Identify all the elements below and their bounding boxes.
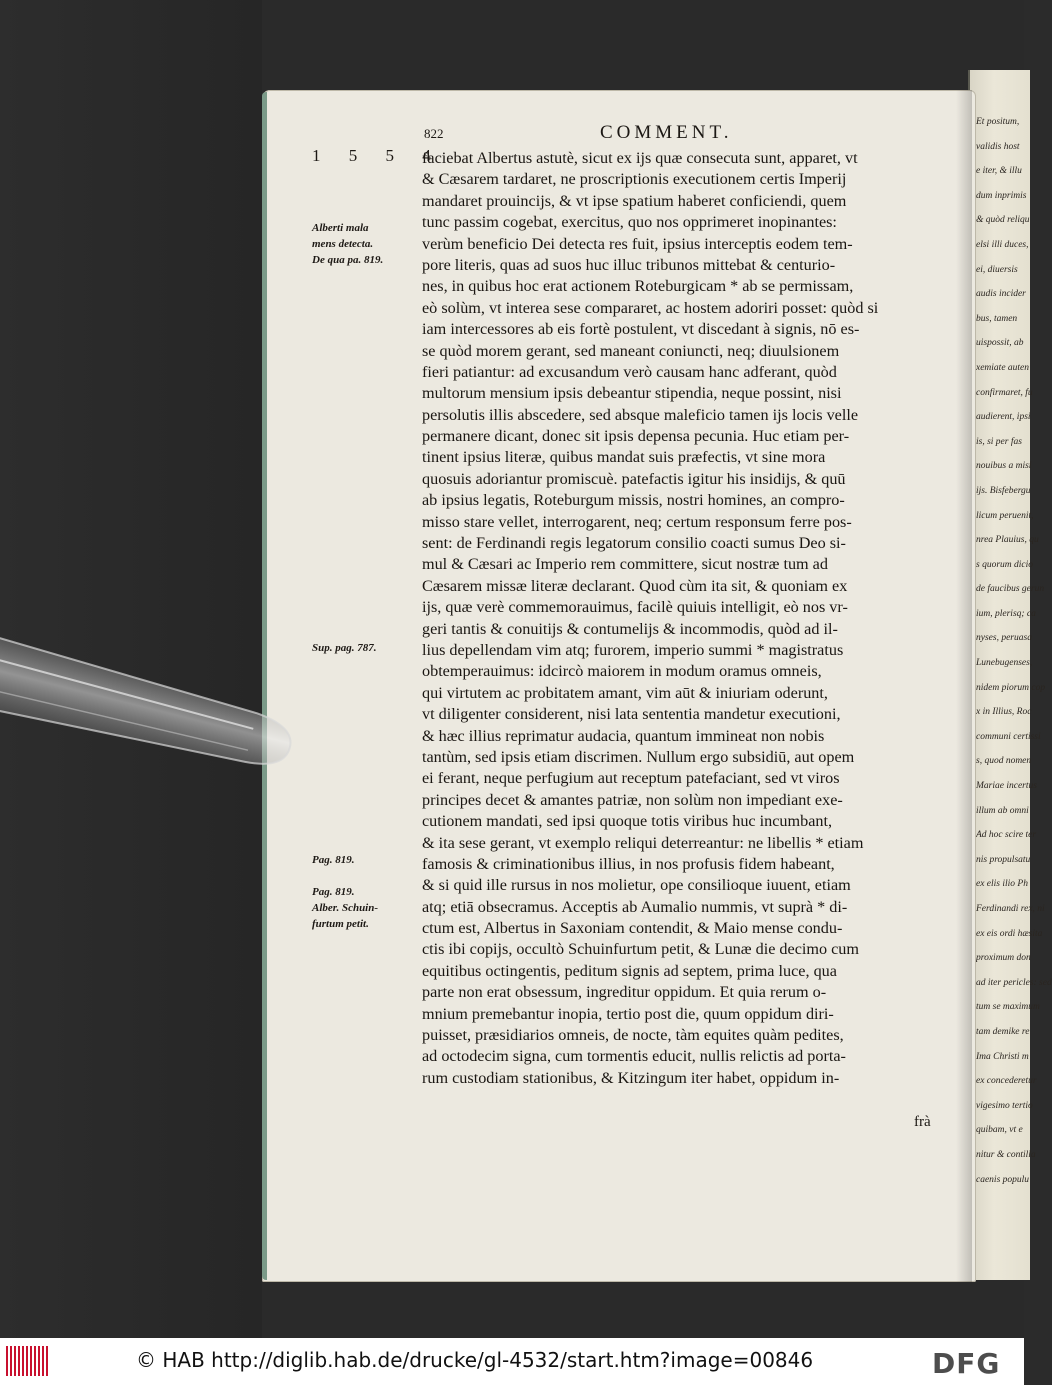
facing-page-line: Mariae incertus	[976, 781, 1037, 792]
facing-page-line: ijs. Bisfebergu	[976, 485, 1031, 496]
text-line: famosis & criminationibus illius, in nos profusis fidem habeant,	[422, 854, 835, 873]
marginal-line: Pag. 819.	[312, 854, 355, 866]
facing-page-line: audis incider	[976, 289, 1026, 300]
facing-page-line: xemiate auten	[976, 362, 1030, 373]
facing-page-line: nis propulsatu	[976, 854, 1031, 865]
facing-page-line: e iter, & illu	[976, 166, 1022, 177]
marginal-line: Pag. 819.	[312, 886, 355, 898]
text-line: rum custodiam stationibus, & Kitzingum iter habet, oppidum in-	[422, 1068, 840, 1087]
text-line: ei ferant, neque perfugium aut receptum patefaciant, sed vt viros	[422, 769, 840, 788]
text-line: fieri patiantur: ad excusandum verò causam hanc adferant, quòd	[422, 362, 837, 381]
text-line: mul & Cæsari ac Imperio rem committere, sicut nostræ tum ad	[422, 555, 828, 574]
marginal-line: Sup. pag. 787.	[312, 642, 377, 654]
year-marginal: 1 5 5 4	[312, 146, 443, 165]
page-header	[424, 122, 784, 150]
text-line: geri tantis & conuitijs & contumelijs & incommodis, quòd ad il-	[422, 619, 838, 638]
text-line: cutionem mandati, sed ipsi quoque totis viribus huc incumbant,	[422, 812, 833, 831]
facing-page-line: nouibus a misi	[976, 461, 1032, 472]
facing-page-line: validis host	[976, 141, 1020, 152]
marginal-note-4	[312, 884, 378, 932]
facing-page-line: vigesimo tertio	[976, 1100, 1033, 1111]
facing-page-line: Et positum,	[976, 117, 1020, 127]
text-line: atq; etiā obsecramus. Acceptis ab Aumalio nummis, vt suprà * di-	[422, 897, 848, 916]
facing-page-line: Ad hoc scire ter	[976, 830, 1037, 841]
facing-page-line: nitur & contilla	[976, 1149, 1036, 1160]
facing-page-line: ex elis ilio Ph	[976, 879, 1028, 890]
text-line: equitibus octingentis, peditum signis ad septem, prima luce, qua	[422, 961, 837, 980]
facing-page-line: ium, plerisq; ca	[976, 608, 1036, 619]
marginal-note-1	[312, 220, 383, 268]
facing-page-line: nyses, peruasa	[976, 633, 1032, 644]
marginal-note-2	[312, 640, 377, 656]
facing-page-line: Lunebugenses,	[976, 658, 1033, 669]
facing-page-text	[976, 110, 1052, 1185]
text-line: vt diligenter considerent, nisi lata sententia mandetur executioni,	[422, 705, 841, 724]
text-line: faciebat Albertus astutè, sicut ex ijs quæ consecuta sunt, apparet, vt	[422, 149, 858, 167]
facing-page-line: quibam, vt e	[976, 1125, 1023, 1136]
text-line: Cæsarem missæ literæ declarant. Quod cùm ita sit, & quoniam ex	[422, 576, 848, 595]
text-line: & Cæsarem tardaret, ne proscriptionis executionem certis Imperij	[422, 170, 847, 189]
text-line: eò solùm, vt interea sese compararet, ac hostem adoriri posset: quòd si	[422, 298, 879, 317]
text-line: sent: de Ferdinandi regis legatorum consilio coacti sumus Deo si-	[422, 534, 846, 553]
text-line: principes decet & amantes patriæ, non solùm non impediant exe-	[422, 790, 843, 809]
facing-page-line: audierent, ipsi	[976, 412, 1031, 423]
facing-page-line: licum peruenit,	[976, 510, 1034, 521]
text-line: tantùm, sed ipsis etiam discrimen. Nullum ergo subsidiū, aut opem	[422, 747, 855, 766]
running-title: COMMENT.	[600, 122, 733, 143]
facing-page-line: nidem piorum cop	[976, 682, 1046, 693]
facing-page-line: ex concederetur	[976, 1076, 1037, 1087]
marginal-line: furtum petit.	[312, 918, 369, 930]
marginal-line: Alber. Schuin-	[312, 902, 379, 914]
footer-bar	[0, 1338, 1024, 1385]
text-line: persolutis illis abscedere, sed absque maleficio tamen ijs locis velle	[422, 405, 859, 424]
marginal-line: mens detecta.	[312, 238, 374, 250]
marginal-line: Alberti mala	[312, 222, 369, 234]
facing-page-line: Ferdinandi rex, ni	[976, 904, 1045, 914]
gutter-shadow	[956, 90, 972, 1282]
facing-page-line: confirmaret, fu	[976, 387, 1033, 398]
text-line: & si quid ille rursus in nos molietur, ope consilioque iuuent, etiam	[422, 876, 851, 895]
text-line: qui virtutem ac probitatem amant, vim aūt & iniuriam oderunt,	[422, 683, 828, 702]
text-line: misso stare vellet, interrogarent, neq; certum responsum ferre pos-	[422, 512, 852, 531]
text-line: ctis ibi copijs, occultò Schuinfurtum petit, & Lunæ die decimo cum	[422, 940, 859, 959]
facing-page-line: x in Illius, Roc	[976, 707, 1032, 718]
text-line: mandaret prouincijs, & vt ipse spatium haberet conficiendi, quem	[422, 191, 847, 210]
text-line: ctum est, Albertus in Saxoniam contendit, & Maio mense condu-	[422, 919, 843, 938]
facing-page-line: illum ab omni	[976, 805, 1029, 816]
facing-page-line: ad iter pericles: sed	[976, 977, 1052, 988]
marginal-note-3	[312, 852, 354, 868]
page-number: 822	[424, 126, 444, 141]
facing-page-line: tum se maximum	[976, 1002, 1040, 1013]
text-line: multorum mensium ipsis debeantur stipendia, neque possint, nisi	[422, 384, 842, 403]
text-line: & ita sese gerant, vt exemplo reliqui deterreantur: ne libellis * etiam	[422, 833, 864, 852]
text-line: ab ipsius legatis, Roteburgum missis, nostri homines, an compro-	[422, 491, 845, 510]
dfg-logo: DFG	[932, 1347, 1001, 1380]
text-line: tunc passim cogebat, exercitus, quo nos opprimeret inopinantes:	[422, 213, 837, 232]
facing-page-line: nrea Plauius, qu	[976, 535, 1039, 546]
text-line: quosuis adoriantur promiscuè. patefactis igitur his insidijs, & quū	[422, 469, 846, 488]
copyright-url: © HAB http://diglib.hab.de/drucke/gl-4532/start.htm?image=00846	[136, 1348, 814, 1372]
text-line: puisset, præsidiarios omneis, de nocte, tàm equites quàm pedites,	[422, 1026, 844, 1045]
text-line: mnium premebantur inopia, tertio post die, quum oppidum diri-	[422, 1004, 834, 1023]
facing-page-line: Ima Christi m	[976, 1051, 1029, 1062]
catchword: frà	[914, 1114, 931, 1130]
facing-page-line: tam demike re	[976, 1026, 1030, 1037]
facing-page-line: bus, tamen	[976, 313, 1018, 324]
text-line: pore literis, quas ad suos huc illuc tribunos mittebat & centurio-	[422, 255, 836, 274]
text-line: iam intercessores ab eis fortè postulent, vt discedant à signis, nō es-	[422, 320, 860, 339]
text-line: ijs, quæ verè commemorauimus, facilè quiuis intelligit, eò nos vr-	[422, 598, 848, 617]
facing-page-line: s, quod nomen	[976, 756, 1032, 767]
facing-page-line: & quòd reliqu	[976, 215, 1030, 226]
text-line: permanere dicant, donec sit ipsis depensa pecunia. Huc etiam per-	[422, 427, 850, 446]
facing-page-line: communi certissi	[976, 731, 1041, 742]
text-line: nes, in quibus hoc erat actionem Roteburgicam * ab se permissam,	[422, 277, 854, 296]
facing-page-line: is, si per fas	[976, 436, 1022, 447]
marginal-line: De qua pa. 819.	[312, 254, 384, 266]
facing-page-line: caenis populu	[976, 1174, 1030, 1185]
facing-page-line: de faucibus gerun	[976, 584, 1045, 595]
facing-page-line: s quorum dicio	[976, 559, 1033, 570]
facing-page-line: elsi illi duces,	[976, 239, 1029, 250]
text-line: se quòd morem gerant, sed maneant coniuncti, neq; diuulsionem	[422, 341, 840, 360]
text-line: obtemperauimus: idcircò maiorem in modum oramus omneis,	[422, 662, 822, 681]
facing-page-line: uispossit, ab	[976, 338, 1024, 349]
body-text	[422, 148, 942, 1089]
facing-page-line: ex eis ordi hæsita	[976, 928, 1043, 939]
text-line: lius depellendam vim atq; furorem, imperio summi * magistratus	[422, 640, 844, 659]
text-line: verùm beneficio Dei detecta res fuit, ipsius interceptis eodem tem-	[422, 234, 853, 253]
hab-barcode-icon	[6, 1346, 50, 1376]
text-line: parte non erat obsessum, ingreditur oppidum. Et quia rerum o-	[422, 983, 827, 1002]
facing-page-line: dum inprimis	[976, 190, 1027, 201]
facing-page-line: ei, diuersis	[976, 264, 1018, 275]
text-line: ad octodecim signa, cum tormentis educit, nullis relictis ad porta-	[422, 1047, 846, 1066]
facing-page-line: proximum don	[976, 953, 1031, 964]
text-line: tinent ipsius literæ, quibus mandat suis præfectis, vt sine mora	[422, 448, 826, 467]
text-line: & hæc illius reprimatur audacia, quantum immineat non nobis	[422, 726, 825, 745]
